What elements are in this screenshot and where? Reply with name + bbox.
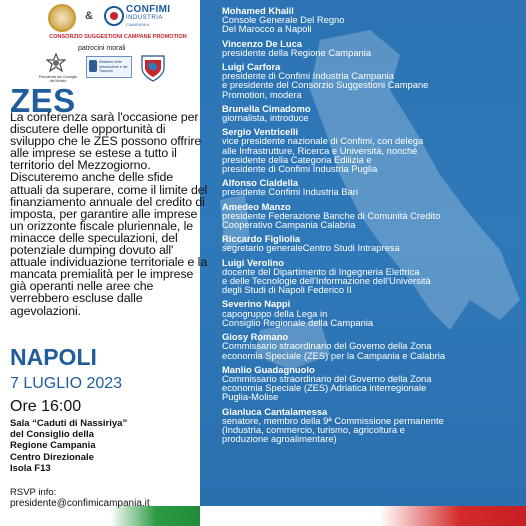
- speaker-item: [222, 39, 522, 57]
- speaker-name: Luigi Verolino: [222, 256, 284, 268]
- speaker-role-line: Promotion, modera: [222, 88, 302, 100]
- speaker-item: [222, 234, 522, 252]
- speaker-role-line: Commissario straordinario del Governo della Zona: [222, 340, 432, 352]
- zes-description: La conferenza sarà l'occasione per discutere delle opportunità di sviluppo che le ZES possono offrire alle imprese se estese a tutto il territorio del Mezzogiorno. Discuteremo anche delle sfide attuali da superare, come il limite del finanziamento annuale del credito di imposta, per garantire alle imprese un orizzonte fiscale pluriennale, le minacce delle speculazioni, del potenziale dumping dovuto all' attuale individuazione territoriale e la mancata premialità per le imprese già operanti nelle aree che verrebbero escluse dalle agevolazioni.: [10, 110, 208, 318]
- speaker-role-line: segretario generaleCentro Studi Intrapresa: [222, 242, 400, 254]
- speakers-list: [222, 6, 522, 448]
- speaker-role-line: (Industria, commercio, turismo, agricoltura e: [222, 423, 405, 435]
- speaker-name: Vincenzo De Luca: [222, 37, 303, 49]
- speaker-role-line: degli Studi di Napoli Federico II: [222, 284, 352, 296]
- italian-republic-emblem-icon: [46, 53, 66, 75]
- speaker-item: [222, 299, 522, 327]
- speaker-role-line: economia Speciale (ZES) per la Campania e Calabria: [222, 349, 446, 361]
- speaker-name: Mohamed Khalil: [222, 5, 294, 16]
- speaker-name: Manlio Guadagnuolo: [222, 363, 315, 375]
- speaker-item: [222, 365, 522, 402]
- event-date: 7 LUGLIO 2023: [10, 375, 123, 392]
- speaker-role-line: docente del Dipartimento di Ingegneria Elettrica: [222, 265, 420, 277]
- speaker-role-line: presidente di Confimi Industria Puglia: [222, 163, 378, 175]
- ministero-emblem-icon: [89, 60, 97, 72]
- ministero-logo-text: Ministero delle Infrastrutture e dei Trasporti: [99, 60, 128, 73]
- speaker-role-line: Consiglio Regionale della Campania: [222, 316, 374, 328]
- speaker-role-line: presidente Federazione Banche di Comunità Credito: [222, 209, 441, 221]
- confimi-logo-text: CONFIMI: [126, 4, 171, 15]
- presidenza-caption: Presidenza del Consiglio dei Ministri: [38, 75, 78, 83]
- zes-title: ZES: [10, 82, 76, 119]
- speaker-item: [222, 104, 522, 122]
- speaker-item: [222, 258, 522, 295]
- ministero-logo: [86, 56, 132, 78]
- flag-stripe-right: [200, 506, 526, 526]
- ampersand: &: [85, 10, 93, 22]
- speaker-role-line: economia Speciale (ZES) Adriatica interregionale: [222, 382, 427, 394]
- speaker-role-line: presidente Confimi Industria Bari: [222, 186, 359, 198]
- speaker-role-line: produzione agroalimentare): [222, 433, 337, 445]
- speaker-item: [222, 6, 522, 34]
- speaker-item: [222, 127, 522, 173]
- event-time: Ore 16:00: [10, 398, 82, 415]
- speaker-item: [222, 407, 522, 444]
- speaker-item: [222, 202, 522, 230]
- speaker-role-line: Del Marocco a Napoli: [222, 23, 312, 35]
- speaker-role-line: e presidente del Consorzio Suggestioni Campane: [222, 79, 429, 91]
- confimi-logo-region: CAMPANIA: [126, 22, 150, 27]
- speaker-name: Brunella Cimadomo: [222, 102, 311, 114]
- speaker-name: Giosy Romano: [222, 331, 289, 343]
- speaker-item: [222, 62, 522, 99]
- speaker-role-line: Console Generale Del Regno: [222, 14, 345, 26]
- organizer-logos: [48, 4, 208, 34]
- event-venue: [10, 418, 200, 474]
- regione-campania-logo: [140, 54, 166, 82]
- speaker-name: Riccardo Figliolia: [222, 233, 301, 245]
- confimi-logo-mark: [104, 6, 124, 26]
- venue-line: Centro Direzionale: [10, 451, 94, 463]
- speaker-role-line: alle Infrastrutture, Ricerca e Università, nonché: [222, 144, 418, 156]
- venue-line: del Consiglio della: [10, 429, 94, 441]
- speaker-item: [222, 178, 522, 196]
- speaker-role-line: presidente della Regione Campania: [222, 46, 372, 58]
- speaker-name: Luigi Carfora: [222, 61, 281, 73]
- consorzio-label: CONSORZIO SUGGESTIONI CAMPANE PROMOTION: [49, 34, 187, 40]
- confimi-logo-subtext: INDUSTRIA: [126, 15, 163, 21]
- patrocini-label: patrocini morali: [78, 45, 126, 52]
- speaker-role-line: vice presidente nazionale di Confimi, con delega: [222, 135, 424, 147]
- speaker-name: Severino Nappi: [222, 298, 291, 310]
- rsvp-label: RSVP info:: [10, 487, 57, 498]
- rsvp-email-link[interactable]: presidente@confimicampania.it: [10, 498, 150, 509]
- speaker-role-line: giornalista, introduce: [222, 112, 309, 124]
- venue-line: Isola F13: [10, 462, 51, 474]
- speaker-item: [222, 332, 522, 360]
- speaker-name: Amedeo Manzo: [222, 200, 291, 212]
- speaker-role-line: e delle Tecnologie dell'Informazione dell'Università: [222, 275, 431, 287]
- venue-line: Regione Campania: [10, 440, 96, 452]
- speaker-name: Sergio Ventricelli: [222, 126, 299, 138]
- left-column: [0, 0, 210, 509]
- venue-line: Sala “Caduti di Nassiriya”: [10, 418, 128, 429]
- speaker-role-line: Cooperativo Campania Calabria: [222, 219, 356, 231]
- consorzio-seal-logo: [48, 4, 76, 32]
- speaker-role-line: capogruppo della Lega in: [222, 307, 328, 319]
- patronage-logos: [38, 53, 206, 85]
- speaker-role-line: Puglia-Molise: [222, 391, 279, 403]
- flag-stripe-left: [0, 506, 200, 526]
- speaker-role-line: presidente della Categoria Edilizia e: [222, 153, 372, 165]
- speaker-name: Alfonso Cialdella: [222, 177, 299, 189]
- speaker-role-line: senatore, membro della 9ª Commissione permanente: [222, 414, 444, 426]
- event-city: NAPOLI: [10, 344, 97, 370]
- speaker-role-line: Commissario straordinario del Governo della Zona: [222, 372, 432, 384]
- speaker-name: Gianluca Cantalamessa: [222, 405, 328, 417]
- speaker-role-line: presidente di Confimi Industria Campania: [222, 70, 394, 82]
